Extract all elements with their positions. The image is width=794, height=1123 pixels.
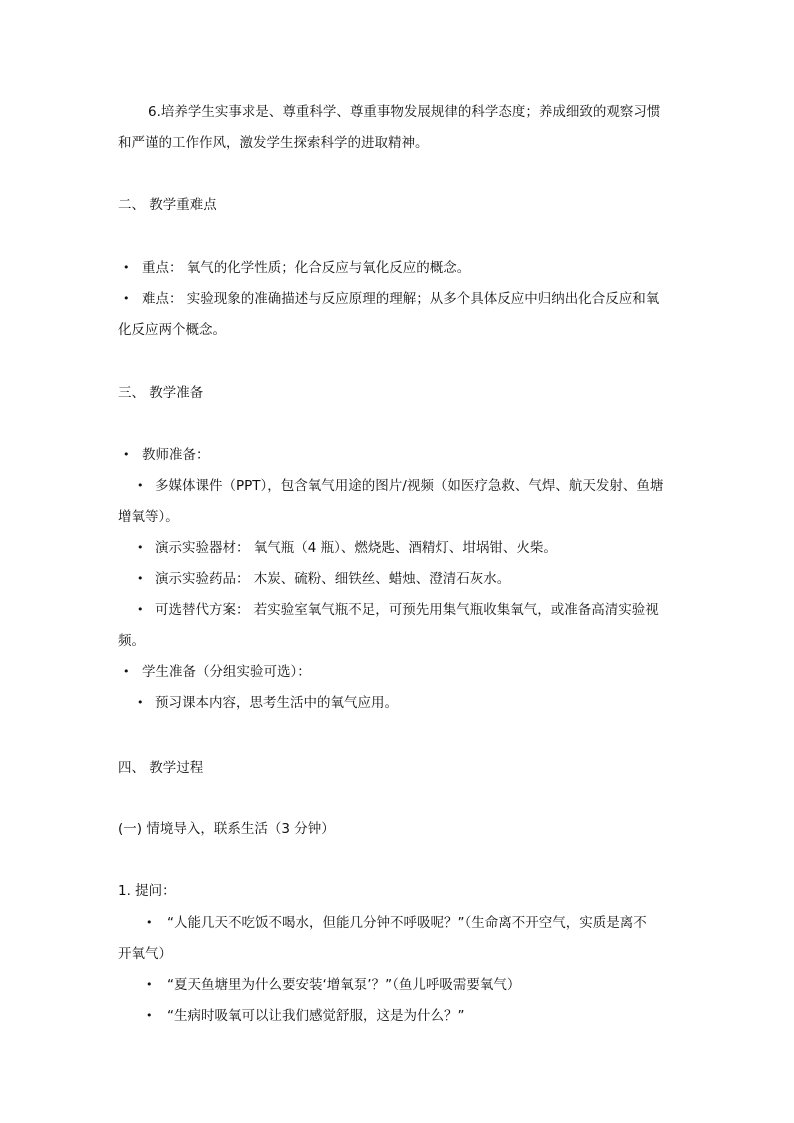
question-1-line-2: 开氧气）: [118, 946, 172, 962]
question-2: “夏天鱼塘里为什么要安装‘增氧泵’？”（鱼儿呼吸需要氧气）: [167, 977, 521, 993]
equipment: 演示实验器材： 氧气瓶（4 瓶）、燃烧匙、酒精灯、坩埚钳、火柴。: [155, 540, 557, 556]
multimedia-line-1: 多媒体课件（PPT），包含氧气用途的图片/视频（如医疗急救、气焊、航天发射、鱼塘: [155, 478, 664, 494]
bullet-icon: •: [137, 541, 144, 554]
key-point: 重点： 氧气的化学性质；化合反应与氧化反应的概念。: [142, 260, 471, 276]
question-3: “生病时吸氧可以让我们感觉舒服，这是为什么？”: [167, 1008, 465, 1024]
bullet-icon: •: [137, 479, 144, 492]
section-2-heading: 二、 教学重难点: [118, 197, 217, 213]
bullet-icon: •: [146, 978, 153, 991]
preview-task: 预习课本内容，思考生活中的氧气应用。: [155, 695, 398, 711]
difficulty-line-1: 难点： 实验现象的准确描述与反应原理的理解；从多个具体反应中归纳出化合反应和氧: [142, 291, 660, 307]
bullet-icon: •: [123, 448, 130, 461]
bullet-icon: •: [146, 916, 153, 929]
section-4-heading: 四、 教学过程: [118, 760, 204, 776]
alternative-line-2: 频。: [118, 633, 145, 649]
bullet-icon: •: [137, 603, 144, 616]
subsection-1-heading: (一) 情境导入，联系生活（3 分钟）: [118, 821, 335, 837]
bullet-icon: •: [137, 572, 144, 585]
objective-6-line-1: 6.培养学生实事求是、尊重科学、尊重事物发展规律的科学态度；养成细致的观察习惯: [148, 104, 661, 120]
bullet-icon: •: [123, 261, 130, 274]
difficulty-line-2: 化反应两个概念。: [118, 322, 226, 338]
bullet-icon: •: [123, 292, 130, 305]
teacher-prep-label: 教师准备：: [142, 447, 210, 463]
objective-6-line-2: 和严谨的工作作风，激发学生探索科学的进取精神。: [118, 135, 429, 151]
bullet-icon: •: [146, 1009, 153, 1022]
bullet-icon: •: [137, 696, 144, 709]
question-1-line-1: “人能几天不吃饭不喝水，但能几分钟不呼吸呢？”（生命离不开空气，实质是离不: [167, 915, 647, 931]
alternative-line-1: 可选替代方案： 若实验室氧气瓶不足，可预先用集气瓶收集氧气，或准备高清实验视: [155, 602, 659, 618]
bullet-icon: •: [123, 665, 130, 678]
reagents: 演示实验药品： 木炭、硫粉、细铁丝、蜡烛、澄清石灰水。: [155, 571, 511, 587]
section-3-heading: 三、 教学准备: [118, 385, 204, 401]
student-prep-label: 学生准备（分组实验可选）：: [142, 664, 311, 680]
item-1-label: 1. 提问：: [118, 883, 176, 899]
multimedia-line-2: 增氧等）。: [118, 509, 179, 525]
